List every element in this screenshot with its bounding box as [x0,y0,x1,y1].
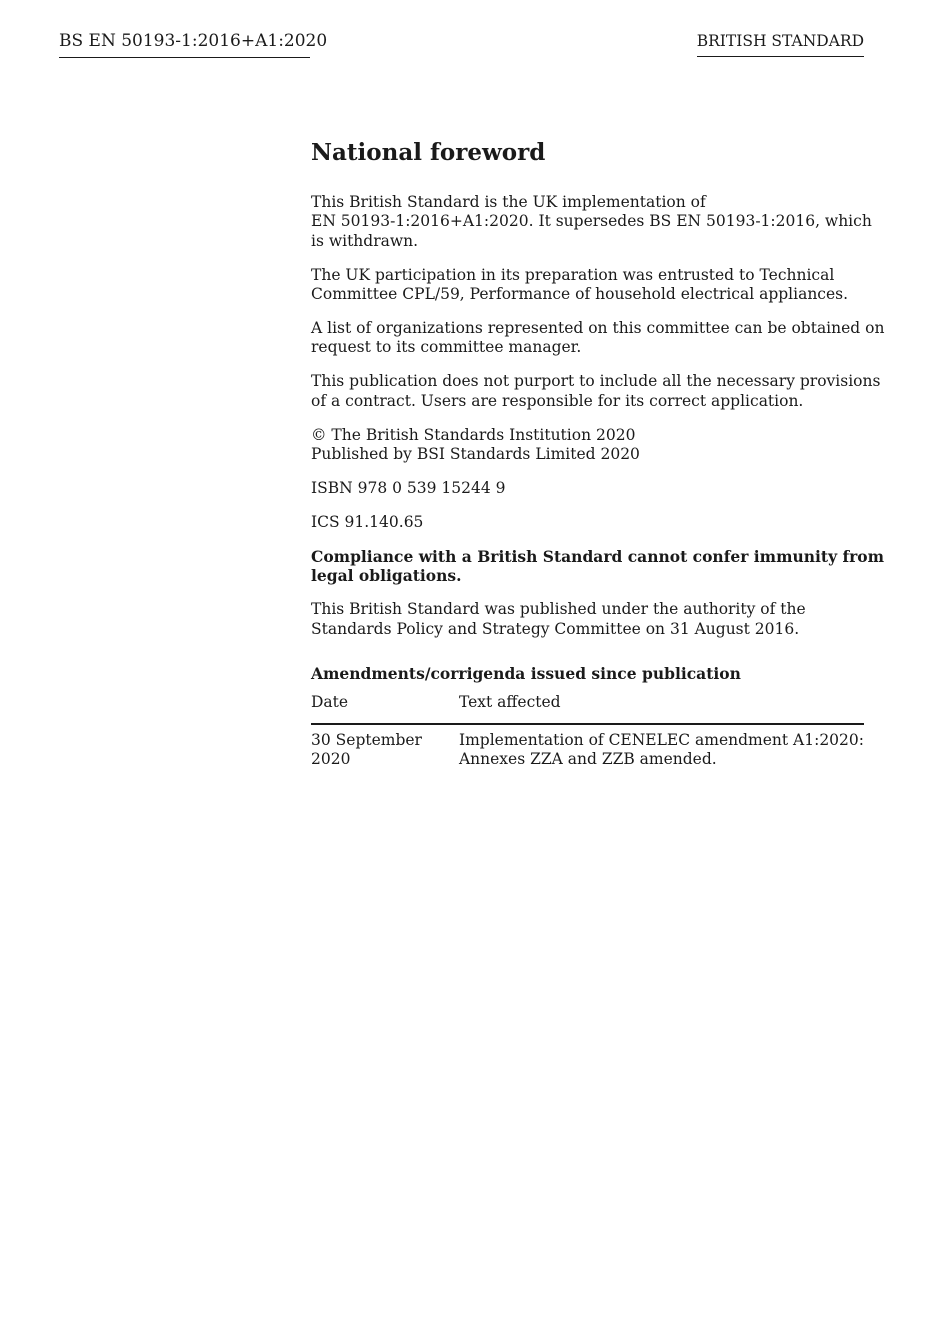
amendment-text-line: Annexes ZZA and ZZB amended. [458,750,717,769]
ics-code [311,513,864,532]
table-header-row [311,691,864,724]
paragraph-line: This British Standard is the UK implementation of [311,193,706,211]
compliance-notice [311,546,885,586]
paragraph-line: This publication does not purport to include all the necessary provisions [311,372,881,391]
paragraph-line: A list of organizations represented on this committee can be obtained on [311,319,885,338]
implementation-paragraph [311,193,872,251]
amendments-table [311,691,864,770]
amendments-heading: Amendments/corrigenda issued since publication [311,663,741,683]
page-title: National foreword [311,139,546,166]
committee-paragraph [311,266,864,305]
copyright-line: © The British Standards Institution 2020 [311,425,636,444]
document-number: BS EN 50193-1:2016+A1:2020 [59,30,310,58]
column-header-date: Date [311,691,459,724]
table-row [311,724,864,770]
isbn-line: ISBN 978 0 539 15244 9 [311,478,506,497]
isbn [311,479,864,498]
amendment-date: 30 September 2020 [311,730,422,769]
copyright-paragraph [311,426,864,465]
column-header-text-affected: Text affected [459,691,864,724]
authority-paragraph [311,600,864,639]
foreword-section [311,138,885,770]
amendment-text [459,724,864,770]
organizations-paragraph [311,319,885,358]
ics-line: ICS 91.140.65 [311,512,424,531]
paragraph-line: of a contract. Users are responsible for its correct application. [311,391,804,410]
paragraph-line: Committee CPL/59, Performance of household electrical appliances. [311,285,849,304]
paragraph-line: This British Standard was published under the authority of the [311,600,806,619]
paragraph-line: EN 50193-1:2016+A1:2020. It supersedes BS EN 50193-1:2016, which [311,212,872,231]
paragraph-line: The UK participation in its preparation was entrusted to Technical [311,265,835,284]
paragraph-line: request to its committee manager. [311,338,582,357]
paragraph-line: Compliance with a British Standard cannot confer immunity from [311,546,885,566]
paragraph-line: Standards Policy and Strategy Committee on 31 August 2016. [311,619,800,638]
publisher-label: BRITISH STANDARD [697,31,864,57]
paragraph-line: legal obligations. [311,566,462,586]
disclaimer-paragraph [311,372,881,411]
publisher-line: Published by BSI Standards Limited 2020 [311,445,640,464]
amendment-text-line: Implementation of CENELEC amendment A1:2020: [458,730,864,749]
paragraph-line: is withdrawn. [311,231,419,250]
